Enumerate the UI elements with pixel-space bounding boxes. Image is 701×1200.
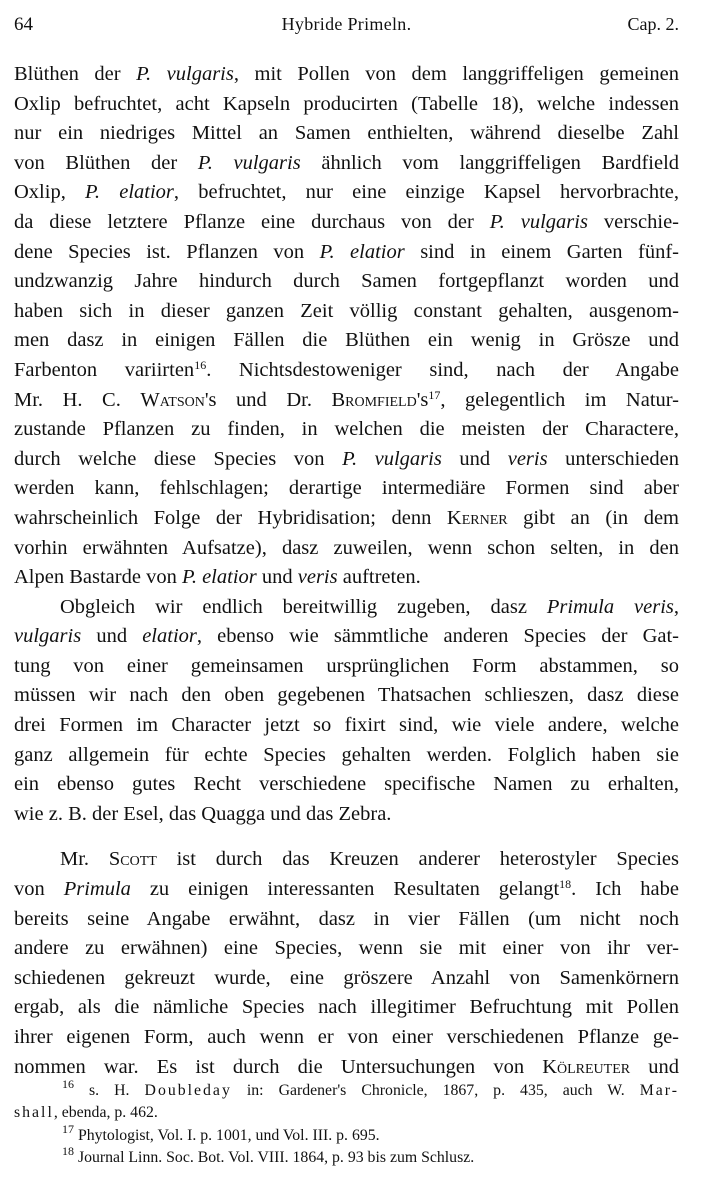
- text-run: P. elatior: [181, 566, 257, 589]
- text-run: zu einigen interessanten Resultaten gelangt: [130, 878, 560, 901]
- text-run: sind in einem Garten fünf-: [404, 240, 679, 263]
- text-run: und: [630, 1055, 680, 1078]
- text-run: P. vulgaris: [342, 447, 442, 470]
- text-run: Doubleday: [144, 1082, 232, 1099]
- page-number: 64: [14, 14, 33, 35]
- text-run: Oxlip,: [14, 181, 86, 204]
- text-run: P. elatior: [319, 240, 405, 263]
- text-run: Kölreuter: [542, 1055, 631, 1078]
- text-run: ist durch das Kreuzen anderer heterostyler Species: [156, 848, 679, 871]
- text-run: andere zu erwähnen) eine Species, wenn sie mit einer von ihr ver-: [14, 937, 679, 960]
- text-run: nommen war. Es ist durch die Untersuchungen von: [14, 1055, 543, 1078]
- text-run: Blüthen der: [14, 63, 137, 85]
- text-run: P. vulgaris: [489, 210, 588, 233]
- running-title: Hybride Primeln.: [281, 14, 412, 34]
- text-line: [14, 386, 679, 416]
- text-line: [14, 964, 679, 994]
- text-run: shall: [14, 1104, 54, 1122]
- text-run: undzwanzig Jahre hindurch durch Samen fortgepflanzt worden und: [14, 270, 679, 293]
- text-line: [14, 681, 679, 711]
- text-run: in: Gardener's Chronicle, 1867, p. 435, auch W.: [231, 1082, 640, 1099]
- footnotes: [14, 1077, 679, 1170]
- text-run: drei Formen im Character jetzt so fixirt sind, wie viele andere, welche: [14, 714, 679, 737]
- text-line: [14, 297, 679, 327]
- text-run: und: [256, 566, 298, 589]
- text-run: Bromfield: [331, 388, 417, 411]
- text-run: Farbenton variirten: [14, 358, 195, 381]
- text-line: [14, 934, 679, 964]
- text-run: 16: [194, 357, 207, 372]
- text-run: veris: [297, 566, 338, 589]
- text-run: ähnlich vom langgriffeligen Bardfield: [300, 151, 680, 174]
- text-run: ein ebenso gutes Recht verschiedene specifische Namen zu erhalten,: [14, 773, 679, 796]
- text-run: veris: [507, 447, 548, 470]
- text-line: [14, 593, 679, 623]
- text-line: [14, 770, 679, 800]
- text-run: s. H.: [74, 1082, 145, 1099]
- text-run: 18: [559, 877, 572, 892]
- text-run: Phytologist, Vol. I. p. 1001, und Vol. III. p. 695.: [74, 1126, 380, 1144]
- text-run: , mit Pollen von dem langgriffeligen gemeinen: [233, 63, 680, 85]
- text-run: ganz allgemein für echte Species gehalten werden. Folglich haben sie: [14, 743, 679, 766]
- text-run: verschie-: [587, 210, 679, 233]
- text-run: Watson: [140, 388, 205, 411]
- text-run: Scott: [108, 848, 157, 871]
- text-run: schiedenen gekreuzt wurde, eine gröszere Anzahl von Samenkörnern: [14, 966, 679, 989]
- text-line: [14, 622, 679, 652]
- main-text: [14, 60, 679, 1082]
- text-run: Primula veris: [546, 595, 674, 618]
- text-line: [14, 356, 679, 386]
- text-run: , ebenda, p. 462.: [53, 1104, 158, 1122]
- text-run: auftreten.: [337, 566, 421, 589]
- text-run: ergab, als die nämliche Species nach illegitimer Befruchtung mit Pollen: [14, 996, 679, 1019]
- chapter-label: Cap. 2.: [627, 14, 679, 34]
- text-run: wahrscheinlich Folge der Hybridisation; denn: [14, 506, 447, 529]
- text-line: [14, 474, 679, 504]
- text-run: , gelegentlich im Natur-: [440, 388, 680, 411]
- text-run: da diese letztere Pflanze eine durchaus von der: [14, 210, 490, 233]
- text-line: [14, 238, 679, 268]
- text-run: . Nichtsdestoweniger sind, nach der Angabe: [206, 358, 679, 381]
- text-run: Oxlip befruchtet, acht Kapseln producirten (Tabelle 18), welche indessen: [14, 92, 679, 115]
- text-run: elatior: [142, 625, 197, 648]
- text-run: vulgaris: [14, 625, 82, 648]
- text-line: [14, 1023, 679, 1053]
- text-run: und: [81, 625, 143, 648]
- running-header: [14, 14, 679, 42]
- text-run: Mar-: [639, 1082, 679, 1099]
- paragraph-1: [14, 60, 679, 593]
- text-run: vorhin erwähnten Aufsatze), dasz zuweilen, wenn schon selten, in den: [14, 536, 679, 559]
- text-line: [14, 845, 679, 875]
- text-line: [14, 267, 679, 297]
- text-line: [14, 534, 679, 564]
- text-line: [14, 875, 679, 905]
- text-run: haben sich in dieser ganzen Zeit völlig constant gehalten, ausgenom-: [14, 299, 679, 322]
- text-run: men dasz in einigen Fällen die Blüthen ein wenig in Grösze und: [14, 329, 679, 352]
- text-run: ihrer eigenen Form, auch wenn er von einer verschiedenen Pflanze ge-: [14, 1026, 679, 1048]
- text-line: [14, 178, 679, 208]
- text-line: [14, 60, 679, 90]
- text-line: [14, 993, 679, 1023]
- text-line: [14, 504, 679, 534]
- text-run: Alpen Bastarde von: [14, 566, 182, 589]
- text-run: nur ein niedriges Mittel an Samen enthielten, während dieselbe Zahl: [14, 122, 679, 145]
- text-run: dene Species ist. Pflanzen von: [14, 240, 320, 263]
- text-run: Mr.: [60, 848, 109, 871]
- text-run: durch welche diese Species von: [14, 447, 343, 470]
- text-run: zustande Pflanzen zu finden, in welchen die meisten der Charactere,: [14, 418, 679, 441]
- text-run: gibt an (in dem: [507, 506, 680, 529]
- footnote-line: [14, 1102, 679, 1124]
- text-run: Obgleich wir endlich bereitwillig zugeben, dasz: [60, 595, 547, 618]
- text-run: , ebenso wie sämmtliche anderen Species der Gat-: [196, 625, 679, 648]
- text-run: 16: [62, 1077, 74, 1091]
- text-run: von: [14, 878, 64, 901]
- text-run: P. vulgaris: [197, 151, 301, 174]
- text-run: von Blüthen der: [14, 151, 198, 174]
- text-run: 17: [428, 387, 441, 402]
- text-run: , befruchtet, nur eine einzige Kapsel hervorbrachte,: [173, 181, 679, 204]
- text-run: ,: [673, 595, 679, 618]
- text-line: [14, 119, 679, 149]
- text-run: müssen wir nach den oben gegebenen Thatsachen schlieszen, dasz diese: [14, 684, 679, 707]
- text-line: [14, 800, 679, 830]
- text-line: [14, 905, 679, 935]
- paragraph-2: [14, 593, 679, 830]
- text-line: [14, 208, 679, 238]
- text-line: [14, 1053, 679, 1083]
- text-run: wie z. B. der Esel, das Quagga und das Zebra.: [14, 802, 392, 825]
- text-line: [14, 563, 679, 593]
- text-run: tung von einer gemeinsamen ursprünglichen Form abstammen, so: [14, 654, 679, 677]
- text-line: [14, 326, 679, 356]
- footnote-line: [14, 1077, 679, 1102]
- text-line: [14, 652, 679, 682]
- text-run: werden kann, fehlschlagen; derartige intermediäre Formen sind aber: [14, 477, 679, 500]
- footnote-line: [14, 1144, 679, 1169]
- text-line: [14, 741, 679, 771]
- text-run: Primula: [63, 878, 131, 901]
- text-run: Journal Linn. Soc. Bot. Vol. VIII. 1864, p. 93 bis zum Schlusz.: [74, 1149, 475, 1167]
- text-run: unterschieden: [547, 447, 680, 470]
- text-run: Mr. H. C.: [14, 388, 141, 411]
- text-line: [14, 415, 679, 445]
- text-line: [14, 90, 679, 120]
- text-run: 17: [62, 1121, 74, 1136]
- text-line: [14, 711, 679, 741]
- text-line: [14, 445, 679, 475]
- text-run: 's und Dr.: [204, 388, 332, 411]
- text-run: und: [441, 447, 508, 470]
- text-run: P. elatior: [85, 181, 174, 204]
- text-run: . Ich habe: [571, 878, 680, 901]
- text-line: [14, 149, 679, 179]
- text-run: bereits seine Angabe erwähnt, dasz in vier Fällen (um nicht noch: [14, 907, 679, 930]
- text-run: P. vulgaris: [136, 63, 234, 85]
- footnote-line: [14, 1121, 679, 1147]
- text-run: 's: [416, 388, 429, 411]
- paragraph-3: [14, 845, 679, 1082]
- text-run: 18: [62, 1144, 74, 1159]
- text-run: Kerner: [446, 506, 508, 529]
